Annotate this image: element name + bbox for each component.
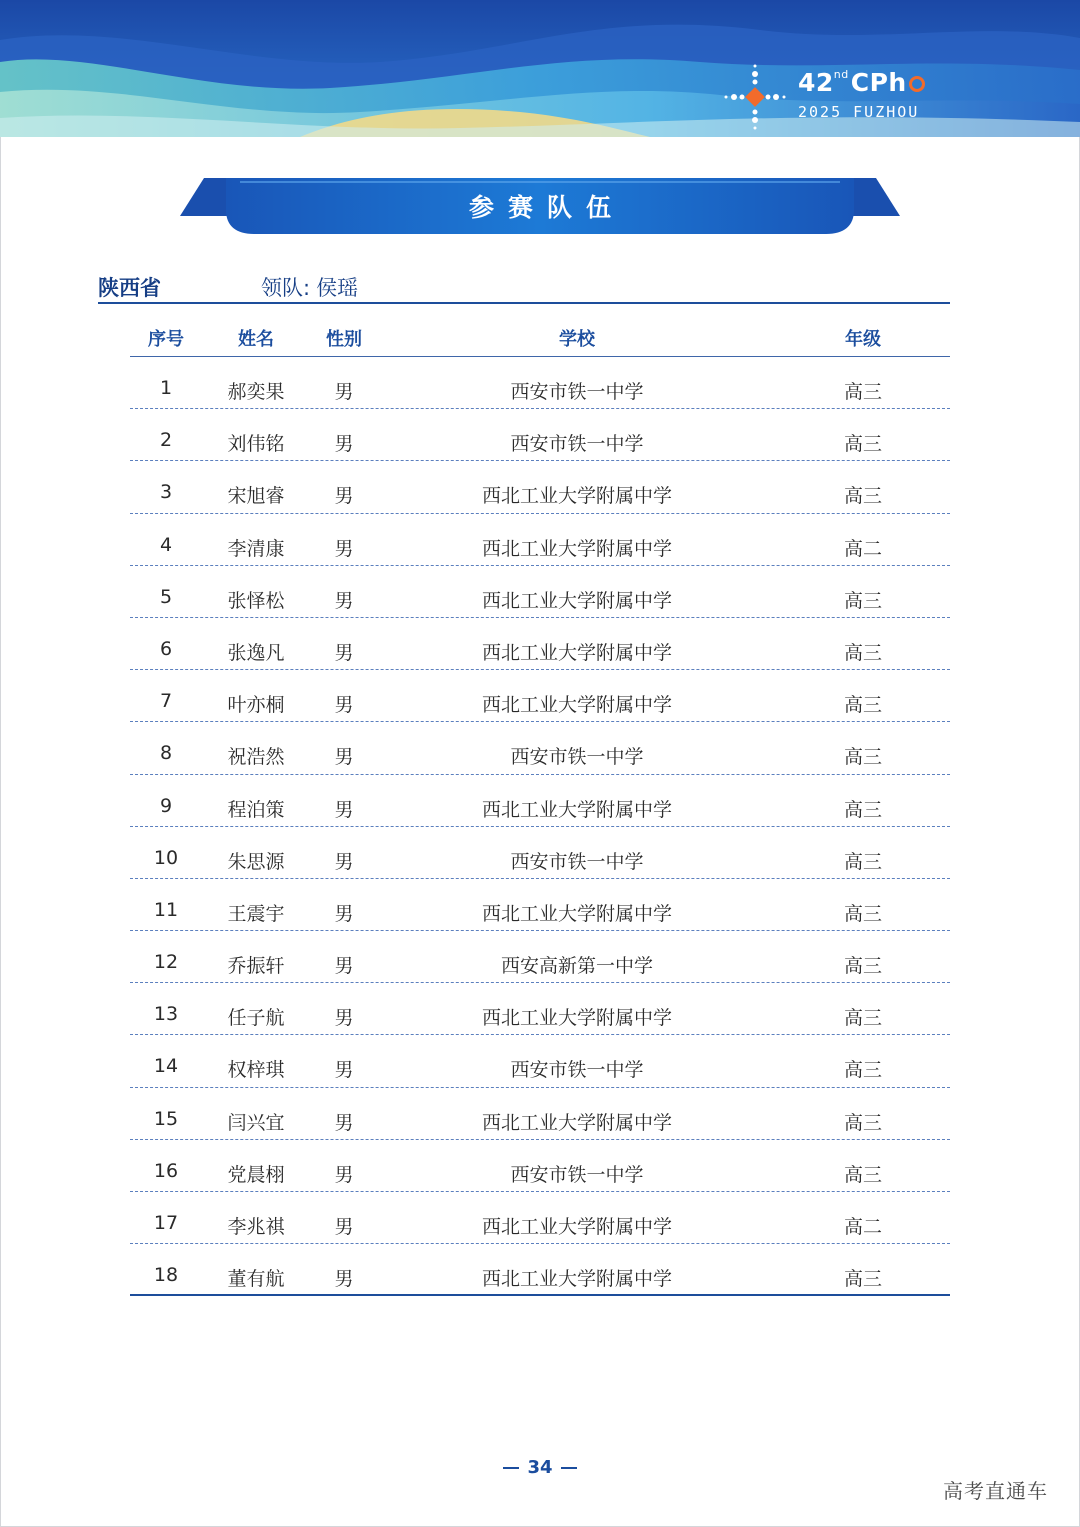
cell-name: 张逸凡 xyxy=(227,641,285,664)
cell-school: 西安市铁一中学 xyxy=(510,1163,644,1186)
cell-grade: 高三 xyxy=(843,485,883,508)
cell-school: 西安市铁一中学 xyxy=(510,746,644,769)
table-row xyxy=(130,879,950,931)
table-header xyxy=(130,312,950,357)
cell-school: 西北工业大学附属中学 xyxy=(481,798,673,821)
table-row xyxy=(130,566,950,618)
header-banner xyxy=(0,0,1080,137)
cell-grade: 高三 xyxy=(843,850,883,873)
cell-name: 李兆祺 xyxy=(227,1216,285,1238)
cell-no: 16 xyxy=(153,1159,179,1182)
cell-grade: 高三 xyxy=(843,381,883,403)
table-row xyxy=(130,1140,950,1192)
header-gender: 性别 xyxy=(326,329,362,350)
cell-no: 5 xyxy=(159,585,173,608)
cell-gender: 男 xyxy=(334,1163,354,1186)
cell-name: 张怿松 xyxy=(227,589,285,612)
logo-subtitle: 2025 FUZHOU xyxy=(798,103,920,121)
cell-no: 7 xyxy=(159,690,173,713)
cell-gender: 男 xyxy=(334,746,354,769)
cell-school: 西北工业大学附属中学 xyxy=(481,589,673,612)
table-row xyxy=(130,722,950,774)
table-row xyxy=(130,983,950,1035)
cell-grade: 高三 xyxy=(843,433,883,456)
watermark-text: 高考直通车 xyxy=(943,1479,1048,1503)
cell-no: 13 xyxy=(153,1003,179,1026)
leader-name: 侯瑶 xyxy=(316,276,359,300)
table-row xyxy=(130,827,950,879)
cell-name: 朱思源 xyxy=(227,850,285,873)
cell-no: 1 xyxy=(159,377,173,399)
cell-school: 西北工业大学附属中学 xyxy=(481,1111,673,1134)
cell-gender: 男 xyxy=(334,955,354,978)
cell-school: 西北工业大学附属中学 xyxy=(481,902,673,925)
table-row xyxy=(130,775,950,827)
table-row xyxy=(130,409,950,461)
cell-school: 西北工业大学附属中学 xyxy=(481,537,673,560)
dash-right xyxy=(561,1467,577,1469)
cell-grade: 高三 xyxy=(843,1163,883,1186)
cell-school: 西安高新第一中学 xyxy=(500,955,654,978)
table-row xyxy=(130,461,950,513)
header-grade: 年级 xyxy=(845,329,881,350)
cell-no: 18 xyxy=(153,1264,179,1287)
cell-grade: 高三 xyxy=(843,694,883,717)
cell-gender: 男 xyxy=(334,433,354,456)
cell-no: 11 xyxy=(153,898,179,921)
header-name: 姓名 xyxy=(238,329,274,350)
table-row xyxy=(130,618,950,670)
cell-name: 权梓琪 xyxy=(227,1059,285,1082)
table-row xyxy=(130,514,950,566)
cell-gender: 男 xyxy=(334,537,354,560)
cell-grade: 高三 xyxy=(843,589,883,612)
cell-grade: 高三 xyxy=(843,1059,883,1082)
cell-school: 西安市铁一中学 xyxy=(510,850,644,873)
cell-school: 西北工业大学附属中学 xyxy=(481,1216,673,1238)
cell-gender: 男 xyxy=(334,641,354,664)
cell-school: 西北工业大学附属中学 xyxy=(481,485,673,508)
cell-name: 乔振轩 xyxy=(227,955,285,978)
cell-gender: 男 xyxy=(334,485,354,508)
cell-no: 3 xyxy=(159,481,173,504)
cell-gender: 男 xyxy=(334,1007,354,1030)
table-body xyxy=(130,357,950,1296)
cell-school: 西安市铁一中学 xyxy=(510,1059,644,1082)
cell-grade: 高三 xyxy=(843,955,883,978)
cell-no: 10 xyxy=(153,846,179,869)
cell-no: 2 xyxy=(159,429,173,452)
cell-grade: 高三 xyxy=(843,746,883,769)
table-row xyxy=(130,1192,950,1244)
cell-name: 郝奕果 xyxy=(227,381,285,403)
cell-gender: 男 xyxy=(334,1216,354,1238)
table-row xyxy=(130,931,950,983)
cell-name: 宋旭睿 xyxy=(227,485,285,508)
cell-grade: 高三 xyxy=(843,1111,883,1134)
header-school: 学校 xyxy=(559,329,595,350)
cell-grade: 高三 xyxy=(843,1268,883,1291)
cell-no: 9 xyxy=(159,794,173,817)
table-row xyxy=(130,670,950,722)
logo-o-ring-icon xyxy=(909,76,925,92)
cell-gender: 男 xyxy=(334,850,354,873)
table-row xyxy=(130,1244,950,1296)
header-no: 序号 xyxy=(148,329,184,350)
cell-gender: 男 xyxy=(334,589,354,612)
province-name: 陕西省 xyxy=(98,276,161,300)
cell-grade: 高三 xyxy=(843,902,883,925)
cell-no: 17 xyxy=(153,1212,179,1234)
cell-grade: 高三 xyxy=(843,798,883,821)
cell-grade: 高三 xyxy=(843,641,883,664)
cell-gender: 男 xyxy=(334,694,354,717)
cell-no: 12 xyxy=(153,951,179,974)
cell-school: 西安市铁一中学 xyxy=(510,381,644,403)
team-leader xyxy=(261,272,358,302)
cell-grade: 高三 xyxy=(843,1007,883,1030)
cell-no: 6 xyxy=(159,637,173,660)
cell-no: 8 xyxy=(159,742,173,765)
table-row xyxy=(130,1035,950,1087)
cell-gender: 男 xyxy=(334,1111,354,1134)
table-row xyxy=(130,1088,950,1140)
cell-school: 西安市铁一中学 xyxy=(510,433,644,456)
cell-school: 西北工业大学附属中学 xyxy=(481,641,673,664)
cell-school: 西北工业大学附属中学 xyxy=(481,1007,673,1030)
cell-grade: 高二 xyxy=(843,537,883,560)
cell-name: 董有航 xyxy=(227,1268,285,1291)
table-row xyxy=(130,357,950,409)
cell-school: 西北工业大学附属中学 xyxy=(481,694,673,717)
cpho-logo xyxy=(722,62,942,132)
cell-gender: 男 xyxy=(334,1059,354,1082)
logo-star-icon xyxy=(722,62,788,132)
dash-left xyxy=(503,1467,519,1469)
cell-name: 祝浩然 xyxy=(227,746,285,769)
cell-gender: 男 xyxy=(334,1268,354,1291)
cell-name: 党晨栩 xyxy=(227,1163,285,1186)
cell-gender: 男 xyxy=(334,798,354,821)
header-rule xyxy=(98,302,950,304)
cell-grade: 高二 xyxy=(843,1216,883,1238)
team-table xyxy=(130,312,950,1296)
cell-name: 程泊策 xyxy=(227,798,285,821)
cell-name: 任子航 xyxy=(227,1007,285,1030)
section-title: 参赛队伍 xyxy=(468,193,625,222)
cell-name: 叶亦桐 xyxy=(227,694,285,717)
cell-name: 李清康 xyxy=(227,537,285,560)
cell-no: 4 xyxy=(159,533,173,556)
cell-no: 14 xyxy=(153,1055,179,1078)
cell-name: 闫兴宜 xyxy=(227,1111,285,1134)
cell-gender: 男 xyxy=(334,902,354,925)
section-title-ribbon xyxy=(180,176,900,236)
cell-name: 刘伟铭 xyxy=(227,433,285,456)
cell-no: 15 xyxy=(153,1107,179,1130)
logo-title: 42ndCPh xyxy=(798,68,925,97)
page-number: 34 xyxy=(0,1457,1080,1478)
leader-label: 领队: xyxy=(261,276,311,300)
cell-name: 王震宇 xyxy=(227,902,285,925)
cell-gender: 男 xyxy=(334,381,354,403)
cell-school: 西北工业大学附属中学 xyxy=(481,1268,673,1291)
